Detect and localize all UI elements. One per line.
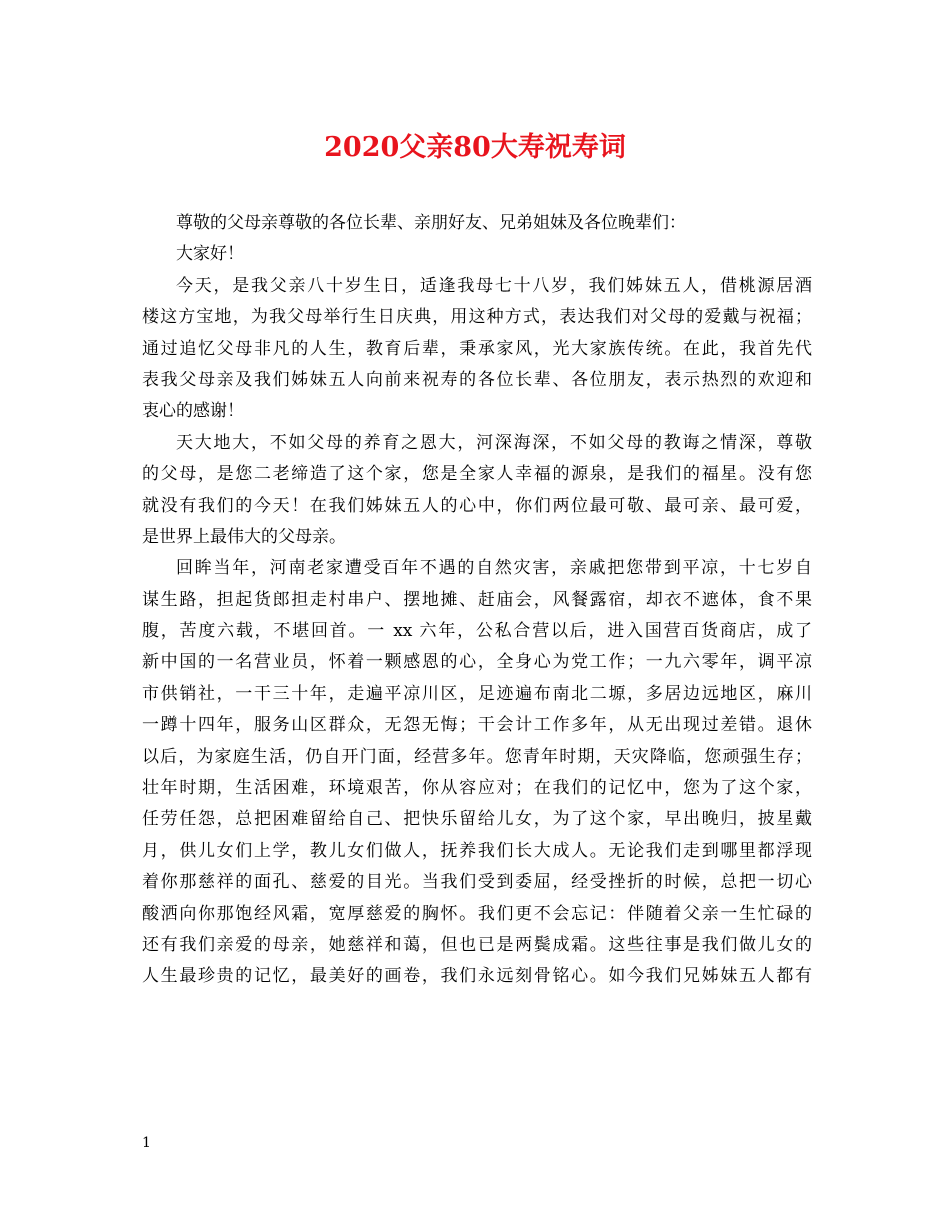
- page-number: 1: [142, 1135, 151, 1151]
- body-line: 月，供儿女们上学，教儿女们做人，抚养我们长大成人。无论我们走到哪里都浮现: [142, 840, 812, 861]
- body-line: 市供销社，一干三十年，走遍平凉川区，足迹遍布南北二塬，多居边远地区，麻川: [142, 683, 812, 704]
- body-line: 着你那慈祥的面孔、慈爱的目光。当我们受到委屈，经受挫折的时候，总把一切心: [142, 872, 812, 893]
- body-line: 就没有我们的今天！在我们姊妹五人的心中，你们两位最可敬、最可亲、最可爱，: [142, 495, 812, 516]
- body-line: 以后，为家庭生活，仍自开门面，经营多年。您青年时期，天灾降临，您顽强生存；: [142, 746, 812, 767]
- body-line: 大家好！: [176, 244, 244, 265]
- body-line: 天大地大，不如父母的养育之恩大，河深海深，不如父母的教诲之情深，尊敬: [176, 432, 812, 453]
- body-line: 腹，苦度六载，不堪回首。一 xx 六年，公私合营以后，进入国营百货商店，成了: [142, 621, 812, 642]
- body-line: 回眸当年，河南老家遭受百年不遇的自然灾害，亲戚把您带到平凉，十七岁自: [176, 558, 812, 579]
- body-line: 尊敬的父母亲尊敬的各位长辈、亲朋好友、兄弟姐妹及各位晚辈们：: [176, 213, 686, 233]
- body-line: 是世界上最伟大的父母亲。: [142, 526, 346, 547]
- body-line: 的父母，是您二老缔造了这个家，您是全家人幸福的源泉，是我们的福星。没有您: [142, 464, 812, 485]
- body-line: 壮年时期，生活困难，环境艰苦，你从容应对；在我们的记忆中，您为了这个家，: [142, 778, 812, 799]
- body-line: 新中国的一名营业员，怀着一颗感恩的心，全身心为党工作；一九六零年，调平凉: [142, 652, 812, 673]
- body-line: 今天，是我父亲八十岁生日，适逢我母七十八岁，我们姊妹五人，借桃源居酒: [176, 275, 812, 296]
- document-body: [142, 208, 812, 993]
- body-line: 一蹲十四年，服务山区群众，无怨无悔；干会计工作多年，从无出现过差错。退休: [142, 715, 812, 736]
- body-line: 任劳任怨，总把困难留给自己、把快乐留给儿女，为了这个家，早出晚归，披星戴: [142, 809, 812, 830]
- body-line: 人生最珍贵的记忆，最美好的画卷，我们永远刻骨铭心。如今我们兄姊妹五人都有: [142, 966, 812, 987]
- body-line: 还有我们亲爱的母亲，她慈祥和蔼，但也已是两鬓成霜。这些往事是我们做儿女的: [142, 934, 812, 955]
- body-line: 表我父母亲及我们姊妹五人向前来祝寿的各位长辈、各位朋友，表示热烈的欢迎和: [142, 369, 812, 390]
- body-line: 衷心的感谢！: [142, 401, 244, 422]
- body-line: 通过追忆父母非凡的人生，教育后辈，秉承家风，光大家族传统。在此，我首先代: [142, 338, 812, 359]
- body-line: 楼这方宝地，为我父母举行生日庆典，用这种方式，表达我们对父母的爱戴与祝福；: [142, 307, 812, 328]
- body-line: 酸洒向你那饱经风霜，宽厚慈爱的胸怀。我们更不会忘记：伴随着父亲一生忙碌的: [142, 903, 812, 924]
- body-line: 谋生路，担起货郎担走村串户、摆地摊、赶庙会，风餐露宿，却衣不遮体，食不果: [142, 589, 812, 610]
- document-title: 2020父亲80大寿祝寿词: [324, 132, 626, 163]
